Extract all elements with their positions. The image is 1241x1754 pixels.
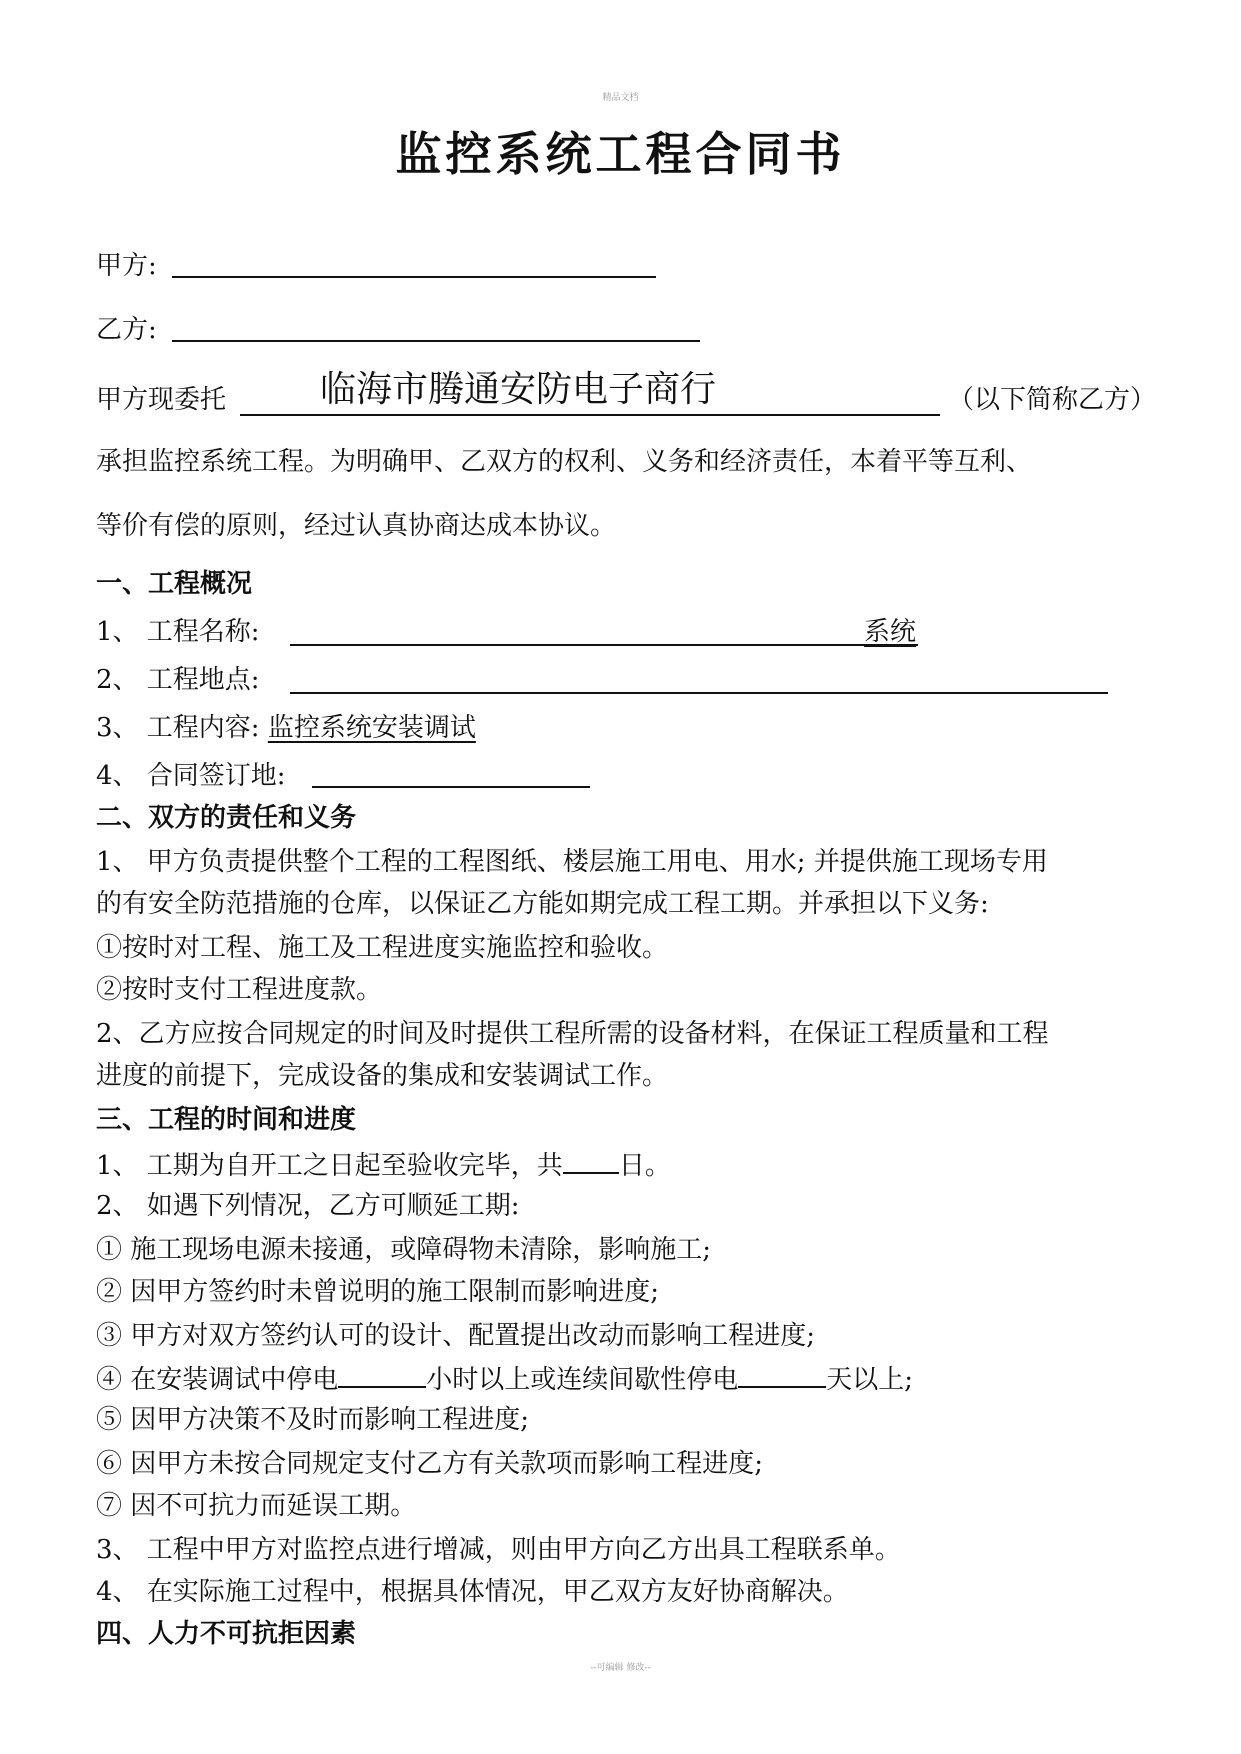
s3-item-4 — [96, 1360, 913, 1398]
s3-item-4-b: 小时以上或连续间歇性停电 — [426, 1365, 739, 1395]
project-name-suffix: 系统 — [864, 617, 917, 647]
party-a-label: 甲方: — [96, 251, 157, 281]
party-a-blank[interactable] — [172, 276, 656, 278]
s3-item-4-a: ④ 在安装调试中停电 — [96, 1365, 339, 1395]
s3-p1-post: 日。 — [618, 1151, 671, 1181]
party-b-label: 乙方: — [96, 315, 157, 345]
s2-p1-line2: 的有安全防范措施的仓库，以保证乙方能如期完成工程工期。并承担以下义务: — [96, 889, 989, 919]
s3-item-3: ③ 甲方对双方签约认可的设计、配置提出改动而影响工程进度; — [96, 1321, 816, 1351]
s3-p4: 4、 在实际施工过程中，根据具体情况，甲乙双方友好协商解决。 — [96, 1577, 849, 1607]
project-site-blank[interactable] — [290, 692, 1108, 694]
s3-item-7: ⑦ 因不可抗力而延误工期。 — [96, 1491, 417, 1521]
s2-p2-line2: 进度的前提下，完成设备的集成和安装调试工作。 — [96, 1061, 669, 1091]
s3-item-6: ⑥ 因甲方未按合同规定支付乙方有关款项而影响工程进度; — [96, 1449, 764, 1479]
entrust-company-line — [240, 414, 940, 416]
entrust-suffix: （以下简称乙方） — [948, 385, 1157, 415]
document-title: 监控系统工程合同书 — [395, 127, 846, 181]
s2-p2-line1: 2、乙方应按合同规定的时间及时提供工程所需的设备材料，在保证工程质量和工程 — [96, 1019, 1049, 1049]
s3-item-5: ⑤ 因甲方决策不及时而影响工程进度; — [96, 1405, 530, 1435]
project-site-label: 2、 工程地点: — [96, 665, 260, 695]
s3-item-2: ② 因甲方签约时未曾说明的施工限制而影响进度; — [96, 1277, 660, 1307]
section-1-heading: 一、工程概况 — [96, 569, 253, 599]
s2-item-1: ①按时对工程、施工及工程进度实施监控和验收。 — [96, 933, 669, 963]
entrust-company: 临海市腾通安防电子商行 — [320, 369, 717, 410]
signing-place-blank[interactable] — [312, 786, 590, 788]
s2-item-2: ②按时支付工程进度款。 — [96, 975, 383, 1005]
section-3-heading: 三、工程的时间和进度 — [96, 1105, 357, 1135]
project-content-value: 监控系统安装调试 — [267, 713, 476, 743]
entrust-prefix: 甲方现委托 — [96, 385, 227, 415]
s3-p3: 3、 工程中甲方对监控点进行增减，则由甲方向乙方出具工程联系单。 — [96, 1535, 901, 1565]
s3-item-1: ① 施工现场电源未接通，或障碍物未清除，影响施工; — [96, 1235, 712, 1265]
party-b-blank[interactable] — [172, 340, 700, 342]
project-name-label: 1、 工程名称: — [96, 617, 260, 647]
project-content-label: 3、 工程内容: — [96, 713, 260, 743]
power-outage-days-blank[interactable] — [738, 1360, 826, 1388]
power-outage-hours-blank[interactable] — [338, 1360, 426, 1388]
s2-p1-line1: 1、 甲方负责提供整个工程的工程图纸、楼层施工用电、用水; 并提供施工现场专用 — [96, 847, 1048, 877]
s3-p2: 2、 如遇下列情况，乙方可顺延工期: — [96, 1191, 520, 1221]
project-name-blank[interactable] — [290, 644, 918, 646]
section-4-heading: 四、人力不可抗拒因素 — [96, 1619, 357, 1649]
s3-p1-pre: 1、 工期为自开工之日起至验收完毕，共 — [96, 1151, 563, 1181]
section-2-heading: 二、双方的责任和义务 — [96, 803, 357, 833]
intro-line-1: 承担监控系统工程。为明确甲、乙双方的权利、义务和经济责任，本着平等互利、 — [96, 447, 1033, 477]
header-watermark: 精品文档 — [602, 93, 639, 103]
footer-watermark: --可编辑 修改-- — [590, 1663, 651, 1673]
party-a-row — [96, 248, 157, 284]
duration-days-blank[interactable] — [563, 1146, 619, 1174]
signing-place-label: 4、 合同签订地: — [96, 761, 286, 791]
s3-p1 — [96, 1146, 671, 1184]
intro-line-2: 等价有偿的原则，经过认真协商达成本协议。 — [96, 511, 617, 541]
s3-item-4-c: 天以上; — [826, 1365, 914, 1395]
party-b-row — [96, 312, 157, 348]
project-content-row — [96, 710, 476, 746]
